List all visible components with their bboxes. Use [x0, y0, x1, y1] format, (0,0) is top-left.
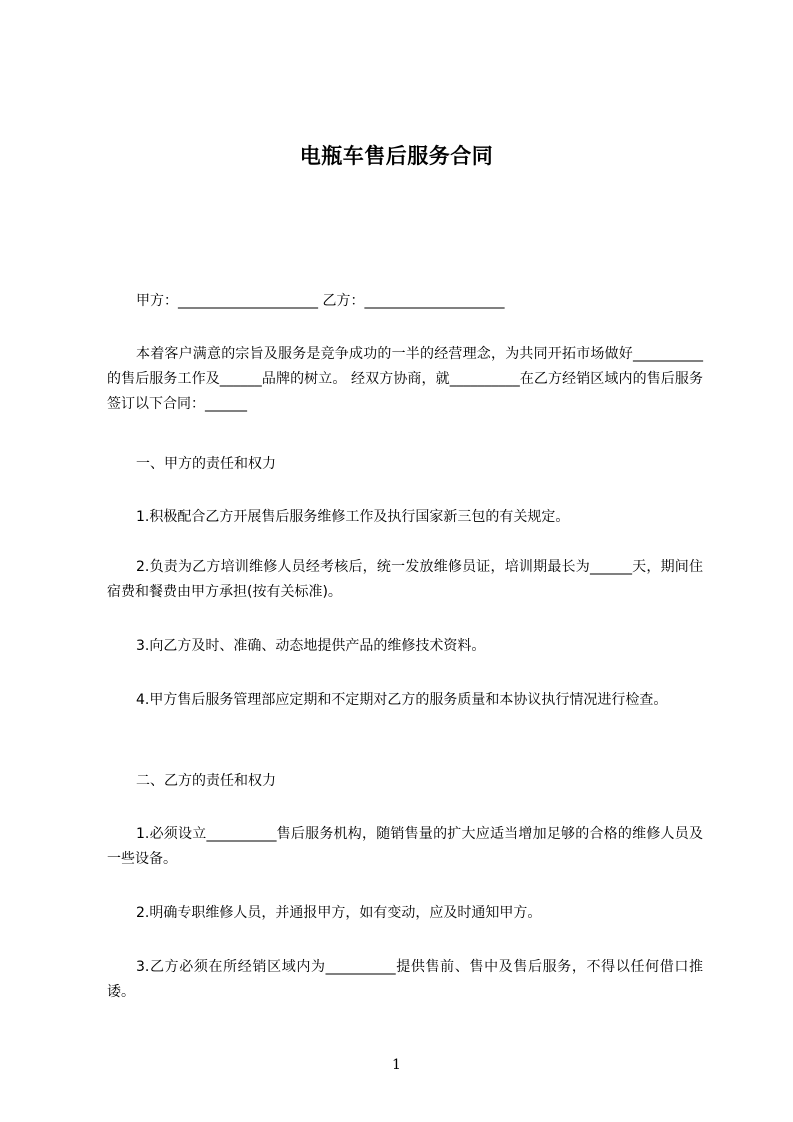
section-2-item-1: 1.必须设立__________售后服务机构，随销售量的扩大应适当增加足够的合格的维修人员及一些设备。 [107, 826, 703, 867]
section-2-item-2: 2.明确专职维修人员，并通报甲方，如有变动，应及时通知甲方。 [136, 905, 542, 921]
section-1-item-1: 1.积极配合乙方开展售后服务维修工作及执行国家新三包的有关规定。 [136, 509, 570, 525]
page-number: 1 [392, 1057, 401, 1073]
section-2-heading: 二、乙方的责任和权力 [136, 773, 276, 789]
section-1-item-3: 3.向乙方及时、准确、动态地提供产品的维修技术资料。 [136, 638, 486, 654]
section-2-item-3: 3.乙方必须在所经销区域内为__________提供售前、售中及售后服务，不得以任何借口推诿。 [107, 959, 703, 1000]
intro-paragraph: 本着客户满意的宗旨及服务是竞争成功的一半的经营理念，为共同开拓市场做好__________的售后服务工作及______品牌的树立。 经双方协商，就__________在乙方经销区域内的售后服务签订以下合同：______ [107, 346, 703, 412]
section-1-heading: 一、甲方的责任和权力 [136, 456, 276, 472]
parties-line: 甲方：____________________ 乙方：____________________ [136, 293, 505, 309]
document-title: 电瓶车售后服务合同 [299, 144, 494, 168]
section-1-item-2: 2.负责为乙方培训维修人员经考核后，统一发放维修员证，培训期最长为______天，期间住宿费和餐费由甲方承担(按有关标准)。 [107, 559, 703, 600]
section-1-item-4: 4.甲方售后服务管理部应定期和不定期对乙方的服务质量和本协议执行情况进行检查。 [136, 692, 668, 708]
